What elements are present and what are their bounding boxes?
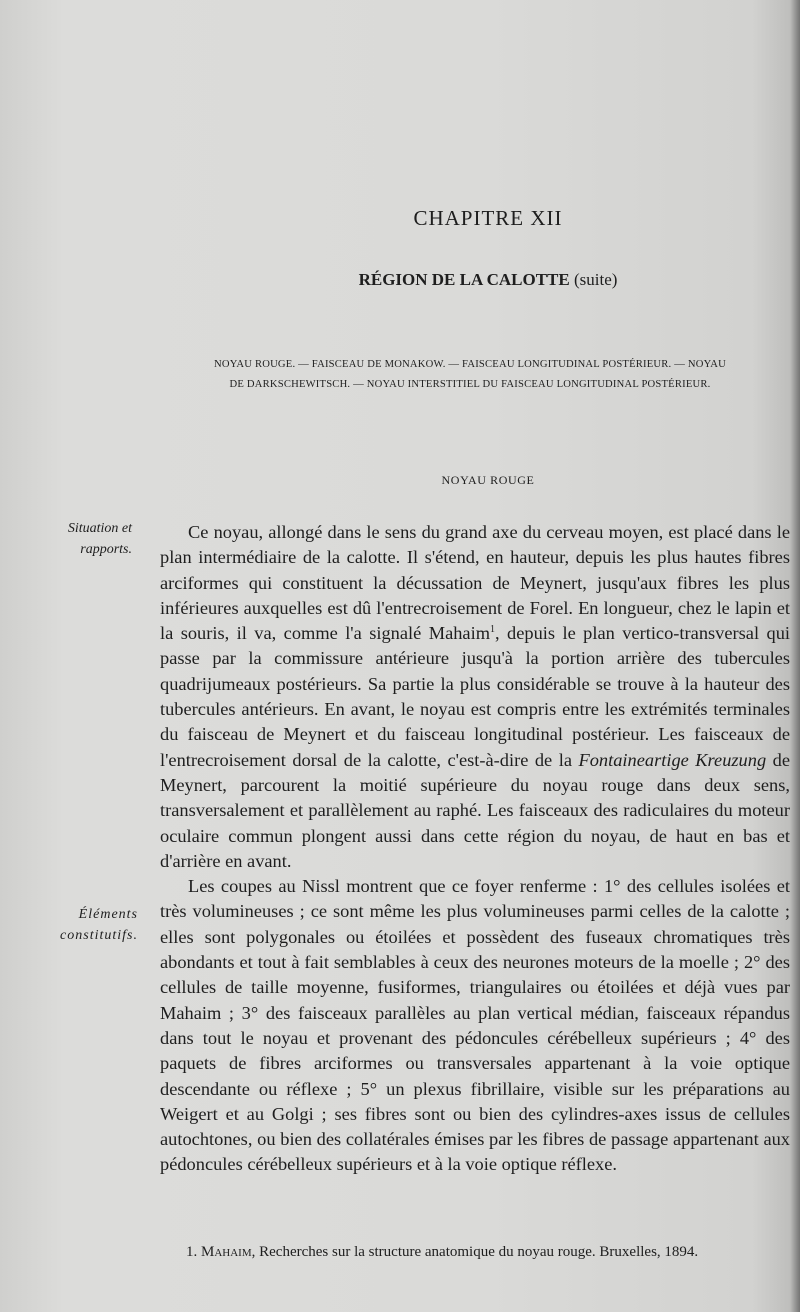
margin-note-elements: [18, 904, 138, 946]
region-title-suffix: (suite): [573, 270, 618, 289]
paragraph-1-part-2: , depuis le plan vertico-transversal qui passe par la commissure antérieure jusqu'à la portion arrière des tubercules quadrijumeaux postérieurs. Sa partie la plus considérable se trouve à la hauteur des tubercules antérieurs. En avant, le noyau est compris entre les extrémités terminales du faisceau de Meynert et du faisceau longitudinal postérieur. Les faisceaux de l'entrecroisement dorsal de la calotte, c'est-à-dire de la: [160, 623, 790, 770]
footnote-author: Mahaim: [201, 1244, 252, 1260]
margin-note-situation-line-1: Situation et: [67, 521, 132, 536]
paragraph-1: [160, 520, 790, 874]
page-edge-shadow: [790, 0, 800, 1312]
region-title-text: RÉGION DE LA CALOTTE: [358, 270, 570, 289]
paragraph-1-part-1: Ce noyau, allongé dans le sens du grand axe du cerveau moyen, est placé dans le plan intermédiaire de la calotte. Il s'étend, en hauteur, depuis les plus hautes fibres arciformes qui constituent la décussation de Meynert, jusqu'aux fibres les plus inférieures auxquelles est dû l'entrecroisement de Forel. En longueur, chez le lapin et la souris, il va, comme l'a signalé Mahaim: [160, 522, 790, 644]
footnote-text: , Recherches sur la structure anatomique du noyau rouge. Bruxelles, 1894.: [251, 1244, 699, 1260]
body-text: [160, 520, 790, 1178]
paragraph-1-part-3: de Meynert, parcourent la moitié supérieure du noyau rouge dans deux sens, transversalement et parallèlement au raphé. Les faisceaux des radiculaires du moteur oculaire commun plongent aussi dans cette région du noyau, de haut en bas et d'arrière en avant.: [160, 749, 790, 871]
region-title: [0, 270, 800, 290]
paragraph-2: Les coupes au Nissl montrent que ce foyer renferme : 1° des cellules isolées et très volumineuses ; ce sont même les plus volumineuses parmi celles de la calotte ; elles sont polygonales ou étoilées et possèdent des fuseaux chromatiques très abondants et tout à fait semblables à ceux des neurones moteurs de la moelle ; 2° des cellules de taille moyenne, fusiformes, triangulaires ou étoilées et déjà vues par Mahaim ; 3° des faisceaux parallèles au plan vertical médian, faisceaux répandus dans tout le noyau et provenant des pédoncules cérébelleux supérieurs ; 4° des paquets de fibres arciformes ou transversales appartenant à la voie optique descendante ou réflexe ; 5° un plexus fibrillaire, visible sur les préparations au Weigert et au Golgi ; ses fibres sont ou bien des cylindres-axes issus de cellules autochtones, ou bien des collatérales émises par les fibres de passage appartenant aux pédoncules cérébelleux supérieurs et à la voie optique réflexe.: [160, 876, 790, 1175]
section-title: NOYAU ROUGE: [441, 473, 535, 487]
summary-line-1: NOYAU ROUGE. — FAISCEAU DE MONAKOW. — FAISCEAU LONGITUDINAL POSTÉRIEUR. — NOYAU: [214, 359, 726, 370]
margin-note-situation: [12, 518, 132, 560]
footnote: [186, 1244, 796, 1261]
footnote-marker: 1: [490, 624, 496, 636]
footnote-number: 1.: [186, 1244, 198, 1260]
italic-term: Fontaineartige Kreuzung: [578, 749, 767, 770]
summary-line-2: DE DARKSCHEWITSCH. — NOYAU INTERSTITIEL DU FAISCEAU LONGITUDINAL POSTÉRIEUR.: [229, 379, 711, 390]
chapter-summary: [160, 355, 780, 395]
chapter-title: CHAPITRE XII: [413, 206, 563, 230]
margin-note-elements-line-2: constitutifs.: [60, 928, 138, 943]
margin-note-elements-line-1: Éléments: [78, 907, 138, 922]
margin-note-situation-line-2: rapports.: [80, 542, 132, 557]
